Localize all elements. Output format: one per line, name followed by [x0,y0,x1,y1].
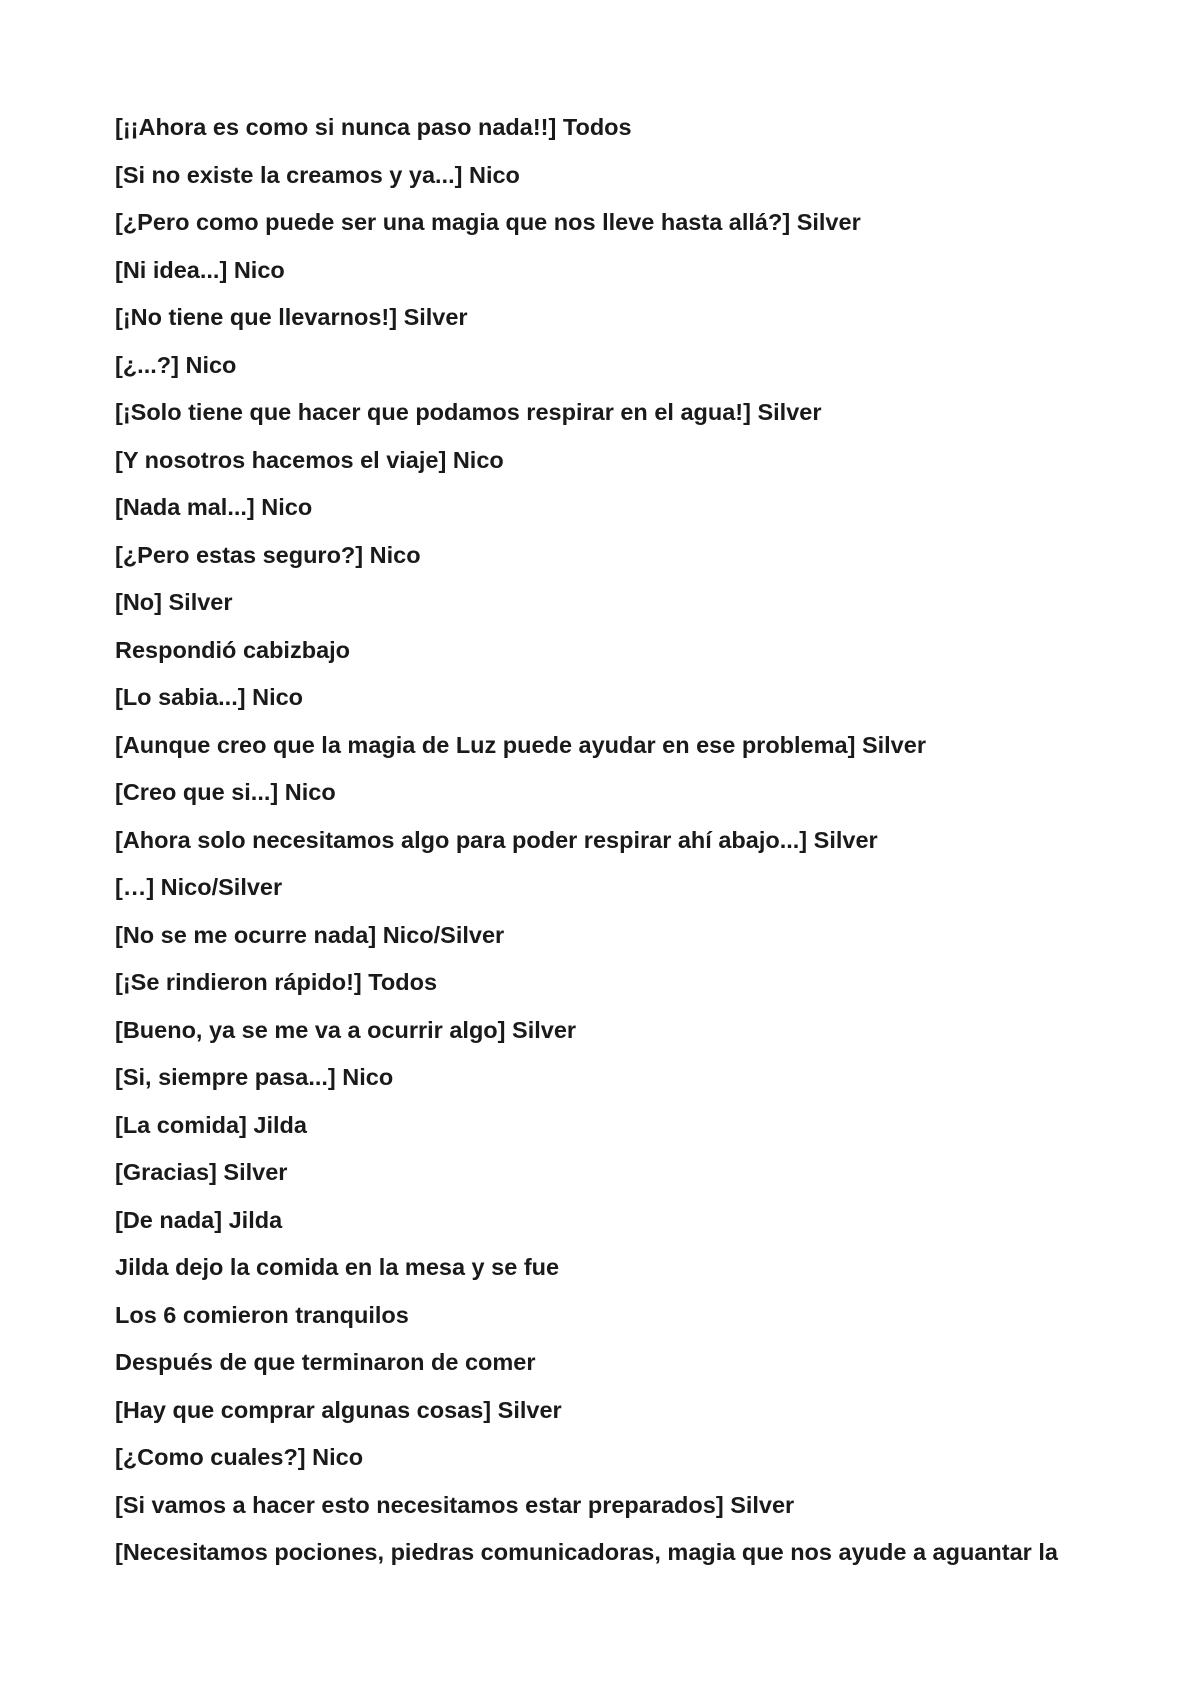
text-line: [Gracias] Silver [115,1159,288,1185]
text-line: [Si vamos a hacer esto necesitamos estar preparados] Silver [115,1491,795,1518]
text-line: [Hay que comprar algunas cosas] Silver [115,1396,562,1423]
text-line: [Creo que si...] Nico [115,779,336,805]
text-line: Después de que terminaron de comer [115,1349,536,1375]
text-line: [La comida] Jilda [115,1111,307,1138]
text-line: [Y nosotros hacemos el viaje] Nico [115,446,504,473]
text-line: [Si, siempre pasa...] Nico [115,1064,394,1090]
text-line: [¡Solo tiene que hacer que podamos respirar en el agua!] Silver [115,399,822,425]
text-line: [¿Como cuales?] Nico [115,1444,364,1470]
text-line: [Ahora solo necesitamos algo para poder respirar ahí abajo...] Silver [115,826,878,853]
text-line: [Necesitamos pociones, piedras comunicadoras, magia que nos ayude a aguantar la [115,1539,1058,1565]
text-line: [¡¡Ahora es como si nunca paso nada!!] Todos [115,114,632,140]
text-line: [No] Silver [115,589,233,615]
text-line: Respondió cabizbajo [115,636,351,663]
text-line: [Aunque creo que la magia de Luz puede ayudar en ese problema] Silver [115,731,926,758]
text-line: [¿Pero como puede ser una magia que nos lleve hasta allá?] Silver [115,209,861,235]
text-line: Los 6 comieron tranquilos [115,1301,409,1328]
text-line: Jilda dejo la comida en la mesa y se fue [115,1254,560,1280]
text-line: [¡Se rindieron rápido!] Todos [115,969,438,995]
text-line: [¿Pero estas seguro?] Nico [115,541,421,568]
text-line: [De nada] Jilda [115,1206,283,1233]
text-line: [¿...?] Nico [115,351,237,378]
dialogue-lines [115,104,1155,1577]
text-line: [Nada mal...] Nico [115,494,313,520]
text-line: [Lo sabia...] Nico [115,684,304,710]
text-line: […] Nico/Silver [115,874,283,900]
text-line: [No se me ocurre nada] Nico/Silver [115,921,505,948]
text-line: [Ni idea...] Nico [115,256,285,283]
text-line: [Bueno, ya se me va a ocurrir algo] Silver [115,1016,577,1043]
text-line: [Si no existe la creamos y ya...] Nico [115,161,520,188]
text-line: [¡No tiene que llevarnos!] Silver [115,304,468,330]
